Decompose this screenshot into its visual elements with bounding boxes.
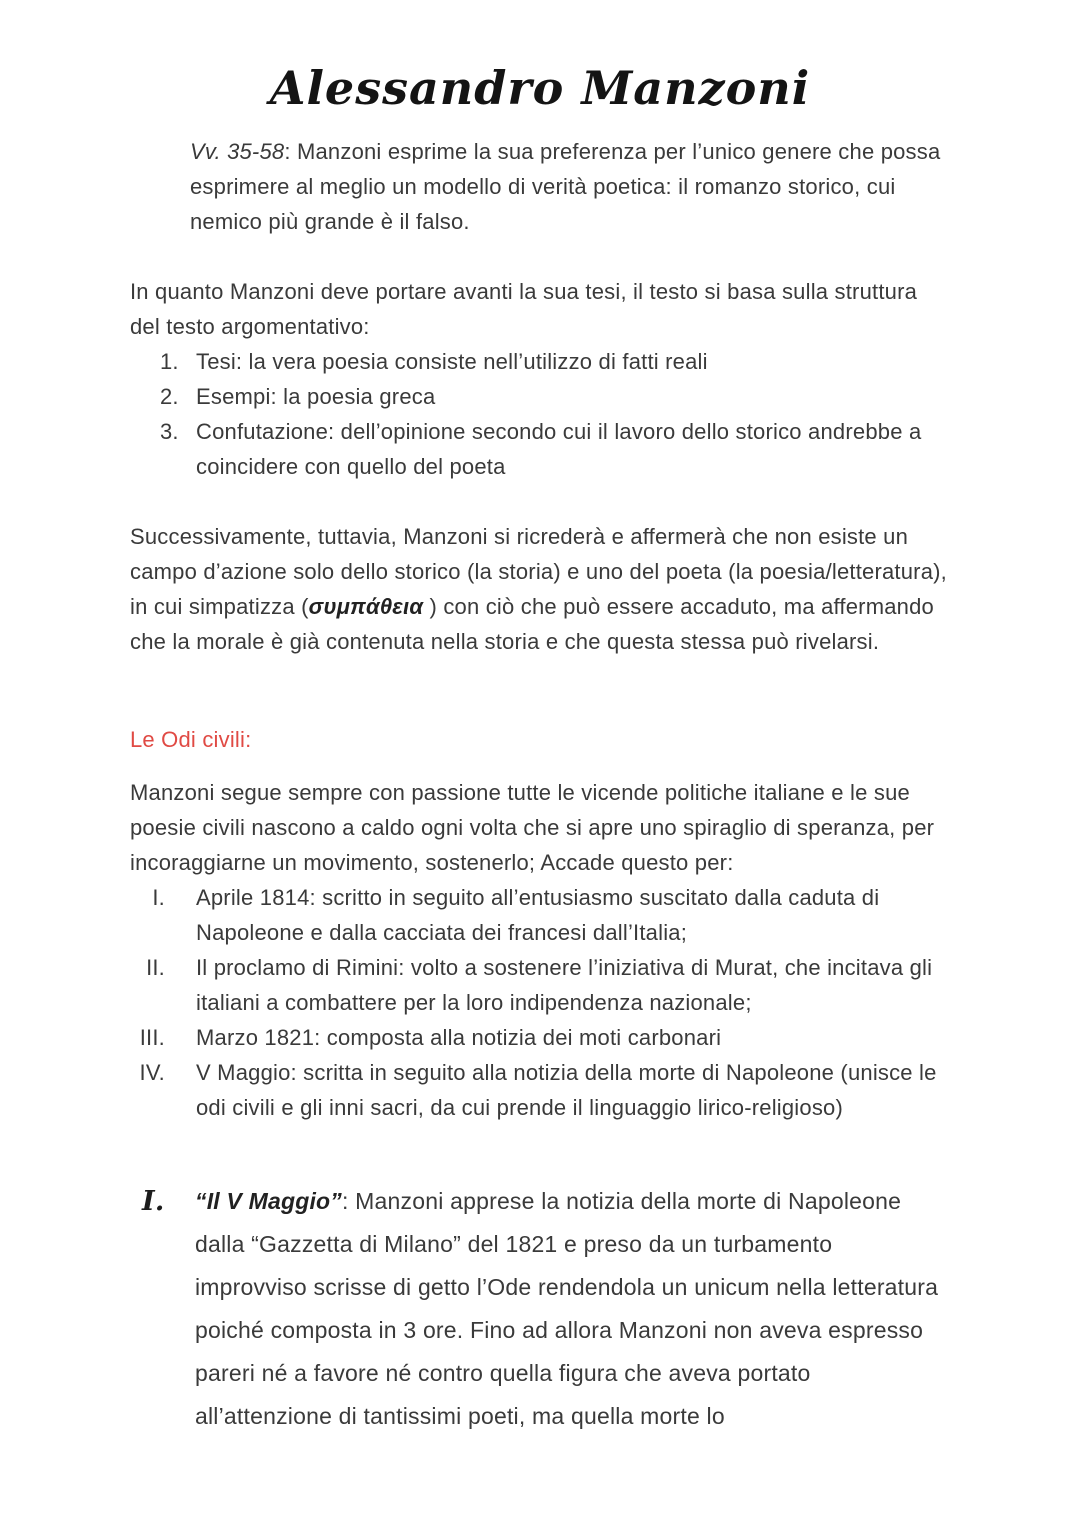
verses-paragraph	[190, 134, 950, 239]
list-item-text: Esempi: la poesia greca	[196, 384, 436, 409]
list-item-roman-numeral: I.	[152, 885, 165, 911]
list-item-text: Il proclamo di Rimini: volto a sostenere l’iniziativa di Murat, che incitava gli italiani a combattere per la loro indipendenza nazionale;	[196, 955, 933, 1016]
odi-civili-list	[130, 880, 950, 1125]
verses-paragraph-text: : Manzoni esprime la sua preferenza per l’unico genere che possa esprimere al meglio un modello di verità poetica: il romanzo storico, cui nemico più grande è il falso.	[190, 139, 941, 234]
list-item-text: Aprile 1814: scritto in seguito all’entusiasmo suscitato dalla caduta di Napoleone e dalla cacciata dei francesi dall’Italia;	[196, 885, 880, 946]
verse-reference: Vv. 35-58	[190, 139, 285, 164]
v-maggio-section	[130, 1180, 950, 1438]
list-item-text: Confutazione: dell’opinione secondo cui il lavoro dello storico andrebbe a coincidere con quello del poeta	[196, 419, 922, 479]
list-item	[130, 1020, 950, 1055]
list-item-text: Marzo 1821: composta alla notizia dei moti carbonari	[196, 1025, 722, 1051]
odi-civili-heading: Le Odi civili:	[130, 727, 252, 752]
argomentativo-list	[130, 344, 950, 484]
successivamente-text-before: Successivamente, tuttavia, Manzoni si ricrederà e affermerà che non esiste un campo d’azione solo dello storico (la storia) e uno del poeta (la poesia/letteratura), in cui simpatizza (	[130, 524, 947, 619]
list-item	[130, 379, 950, 414]
v-maggio-roman-numeral: I.	[142, 1186, 165, 1218]
successivamente-text-after: ) con ciò che può essere accaduto, ma affermando che la morale è già contenuta nella storia e che questa stessa può rivelarsi.	[130, 594, 934, 654]
v-maggio-paragraph	[195, 1180, 950, 1438]
odi-civili-intro: Manzoni segue sempre con passione tutte le vicende politiche italiane e le sue poesie civili nascono a caldo ogni volta che si apre uno spiraglio di speranza, per incoraggiarne un movimento, sostenerlo; Accade questo per:	[130, 780, 935, 876]
list-item	[130, 1055, 950, 1125]
list-item-roman-numeral: III.	[139, 1025, 165, 1051]
list-item-text: Tesi: la vera poesia consiste nell’utilizzo di fatti reali	[196, 349, 708, 374]
list-item-number: 3.	[160, 419, 179, 444]
page-title: Alessandro Manzoni	[269, 61, 811, 115]
list-item-roman-numeral: II.	[146, 955, 165, 981]
list-item-number: 1.	[160, 349, 179, 374]
list-item	[130, 950, 950, 1020]
successivamente-paragraph	[130, 519, 950, 659]
list-item-text: V Maggio: scritta in seguito alla notizia della morte di Napoleone (unisce le odi civili e gli inni sacri, da cui prende il linguaggio lirico-religioso)	[196, 1060, 937, 1121]
greek-term: συμπάθεια	[308, 594, 424, 619]
list-item	[130, 880, 950, 950]
argomentativo-intro: In quanto Manzoni deve portare avanti la sua tesi, il testo si basa sulla struttura del testo argomentativo:	[130, 279, 918, 339]
list-item-roman-numeral: IV.	[139, 1060, 165, 1086]
list-item	[130, 344, 950, 379]
v-maggio-text: : Manzoni apprese la notizia della morte di Napoleone dalla “Gazzetta di Milano” del 1821 e preso da un turbamento improvviso scrisse di getto l’Ode rendendola un unicum nella letteratura poiché composta in 3 ore. Fino ad allora Manzoni non aveva espresso pareri né a favore né contro quella figura che aveva portato all’attenzione di tantissimi poeti, ma quella morte lo	[195, 1188, 939, 1430]
v-maggio-title: “Il V Maggio”	[195, 1188, 342, 1215]
list-item-number: 2.	[160, 384, 179, 409]
list-item	[130, 414, 950, 484]
